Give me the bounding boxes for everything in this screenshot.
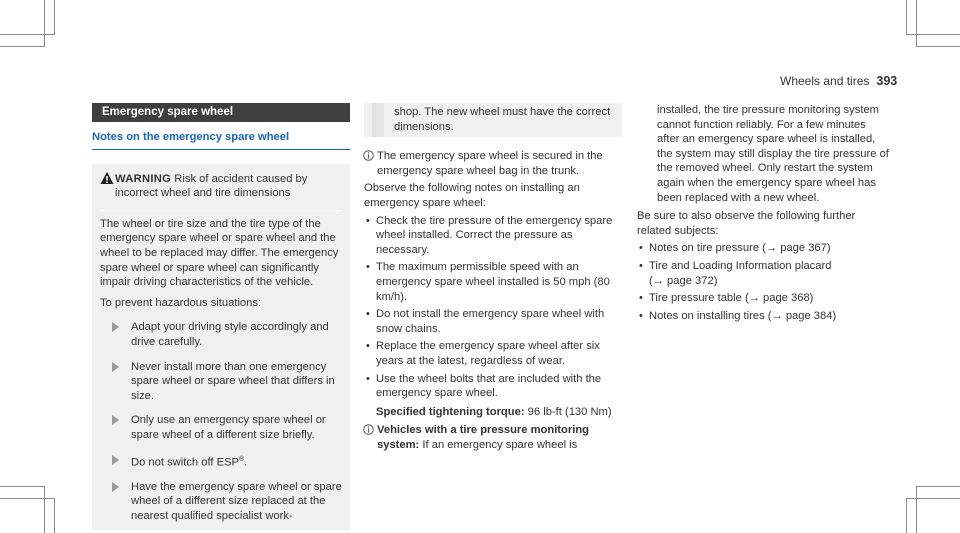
column-1: [92, 103, 350, 530]
warning-continuation: shop. The new wheel must have the correct dimensions.: [364, 103, 622, 137]
note: Vehicles with a tire pressure monitoring system: If an emergency spare wheel is: [364, 423, 622, 452]
arrow-ref-icon: →: [652, 274, 664, 287]
subheading: Notes on the emergency spare wheel: [92, 130, 350, 150]
list-item: • The maximum permissible speed with an emergency spare wheel installed is 50 mph (80 km/h).: [366, 261, 610, 303]
arrow-bullet-icon: [112, 362, 119, 372]
related-intro: Be sure to also observe the following further related subjects:: [637, 210, 856, 237]
warning-paragraph: To prevent hazardous situations:: [100, 296, 262, 309]
list-item: • Check the tire pressure of the emergency spare wheel installed. Correct the pressure as necessary.: [366, 214, 613, 256]
warning-triangle-icon: [100, 171, 114, 185]
warning-paragraph: The wheel or tire size and the tire type of the emergency spare wheel or spare wheel and the wheel to be replaced may differ. The emergency spare wheel or spare wheel can significantly impair driving characteristics of the vehicle.: [100, 217, 339, 289]
arrow-bullet-icon: [112, 415, 119, 425]
action-item: Never install more than one emergency spare wheel or spare wheel that differs in size.: [100, 360, 342, 404]
arrow-ref-icon: →: [765, 242, 778, 255]
registered-mark: ®: [239, 455, 245, 463]
info-note-icon: [363, 150, 374, 161]
header-section-title: Wheels and tires: [780, 74, 870, 88]
warning-label: WARNING: [115, 172, 172, 185]
warning-body: [100, 210, 342, 524]
warning-box: [92, 164, 350, 530]
torque-value: 96 lb-ft (130 Nm): [527, 405, 612, 418]
observe-intro: Observe the following notes on installing an emergency spare wheel:: [364, 182, 580, 209]
info-note-icon: [363, 424, 374, 435]
column-2: [364, 103, 622, 452]
arrow-bullet-icon: [112, 322, 119, 332]
warning-intro: Risk of accident caused by incorrect wheel and tire dimensions: [115, 172, 308, 200]
action-item: Have the emergency spare wheel or spare wheel of a different size replaced at the nearest qualified specialist work-: [100, 480, 342, 524]
note: The emergency spare wheel is secured in the emergency spare wheel bag in the trunk.: [364, 149, 622, 178]
related-link[interactable]: • Tire and Loading Information placard (→ page 372): [639, 259, 832, 287]
list-item: • Do not install the emergency spare wheel with snow chains.: [366, 308, 605, 335]
arrow-bullet-icon: [112, 455, 119, 465]
section-title: Emergency spare wheel: [92, 103, 350, 122]
arrow-ref-icon: →: [748, 292, 760, 305]
arrow-bullet-icon: [112, 482, 119, 492]
action-item: Only use an emergency spare wheel or spare wheel of a different size briefly.: [100, 413, 342, 442]
warning-header: [100, 172, 342, 201]
column-3: [637, 103, 889, 323]
arrow-ref-icon: →: [771, 309, 783, 322]
action-item: Do not switch off ESP®.: [100, 453, 342, 470]
page-header: [780, 74, 897, 88]
related-link[interactable]: • Notes on installing tires (→ page 384): [639, 309, 837, 322]
page-number: 393: [876, 74, 898, 88]
list-item: • Use the wheel bolts that are included with the emergency spare wheel. Specified tightening torque: 96 lb-ft (130 Nm): [366, 372, 612, 418]
related-link[interactable]: • Tire pressure table (→ page 368): [639, 292, 814, 305]
note-continuation: installed, the tire pressure monitoring system cannot function reliably. For a few minutes after an emergency spare wheel is installed, the system may still display the tire pressure of the removed wheel. Only restart the system again when the emergency spare wheel has been replaced with a new wheel.: [657, 104, 889, 204]
torque-label: Specified tightening torque:: [376, 405, 525, 418]
list-item: • Replace the emergency spare wheel after six years at the latest, regardless of wear.: [366, 340, 600, 367]
related-link[interactable]: • Notes on tire pressure (→ page 367): [639, 242, 831, 255]
note-label: Vehicles with a tire pressure monitoring system:: [377, 424, 589, 451]
action-item: Adapt your driving style accordingly and drive carefully.: [100, 320, 342, 349]
